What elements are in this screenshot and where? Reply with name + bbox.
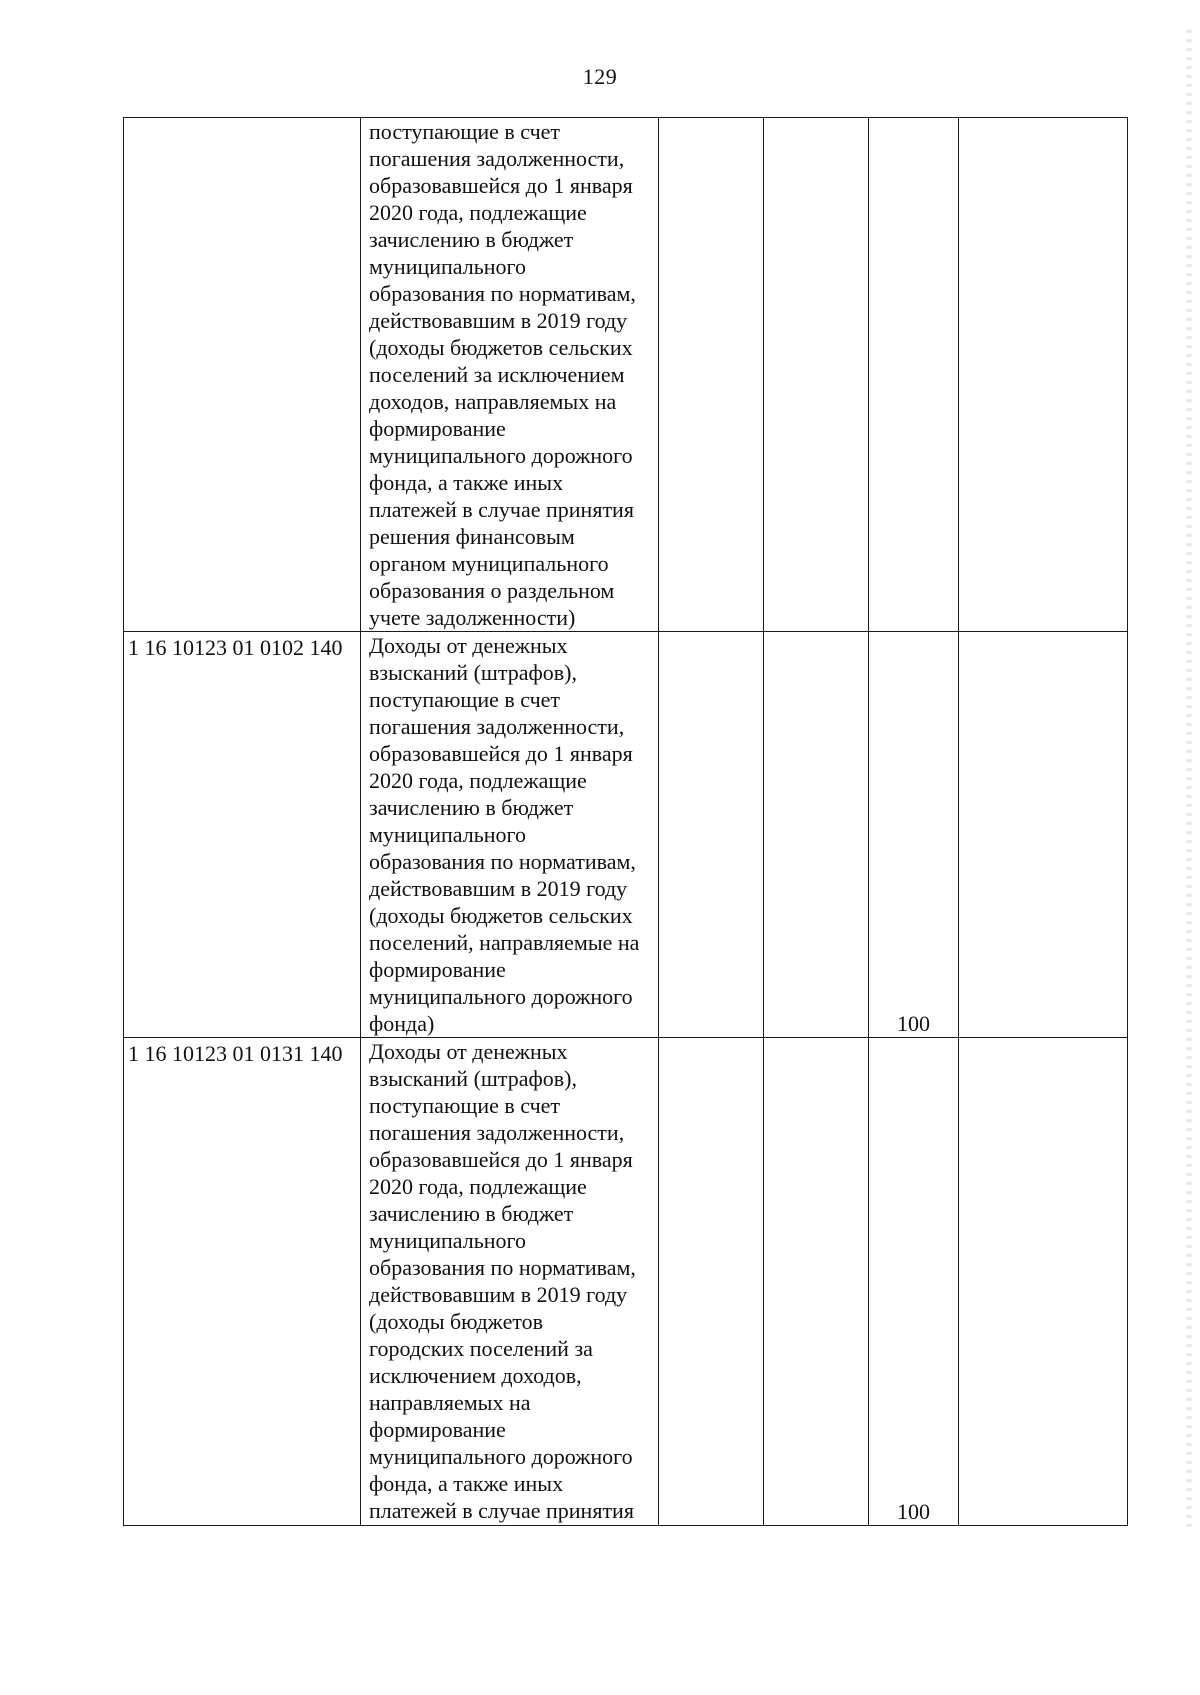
description-line: образовавшейся до 1 января	[369, 1147, 633, 1172]
description-line: решения финансовым	[369, 524, 575, 549]
description-line: 2020 года, подлежащие	[369, 1174, 587, 1199]
description-line: муниципального	[369, 1228, 527, 1253]
value-cell-4	[959, 1038, 1128, 1526]
description-line: поселений за исключением	[369, 362, 625, 387]
description-line: погашения задолженности,	[369, 714, 625, 739]
description-line: образования по нормативам,	[369, 281, 636, 306]
description-line: фонда, а также иных	[369, 1471, 564, 1496]
value-cell-3: 100	[869, 1038, 959, 1526]
description-line: (доходы бюджетов сельских	[369, 903, 633, 928]
description-line: действовавшим в 2019 году	[369, 1282, 628, 1307]
table-row	[124, 1038, 1128, 1526]
description-line: образовавшейся до 1 января	[369, 173, 633, 198]
description-line: формирование	[369, 416, 506, 441]
description-line: зачислению в бюджет	[369, 1201, 574, 1226]
description-line: Доходы от денежных	[369, 633, 568, 658]
description-line: взысканий (штрафов),	[369, 660, 577, 685]
description-line: муниципального дорожного	[369, 1444, 633, 1469]
description-line: действовавшим в 2019 году	[369, 308, 628, 333]
code-cell: 1 16 10123 01 0131 140	[124, 1038, 361, 1526]
description-line: взысканий (штрафов),	[369, 1066, 577, 1091]
description-line: 2020 года, подлежащие	[369, 200, 587, 225]
description-line: учете задолженности)	[369, 605, 576, 630]
table-row	[124, 118, 1128, 632]
description-cell	[361, 1038, 659, 1526]
value-cell-3	[869, 118, 959, 632]
description-line: зачислению в бюджет	[369, 795, 574, 820]
value-cell-3: 100	[869, 632, 959, 1038]
description-line: образовавшейся до 1 января	[369, 741, 633, 766]
description-cell	[361, 632, 659, 1038]
description-line: муниципального дорожного	[369, 984, 633, 1009]
code-cell: 1 16 10123 01 0102 140	[124, 632, 361, 1038]
value-cell-2	[764, 1038, 869, 1526]
description-line: формирование	[369, 1417, 506, 1442]
description-cell	[361, 118, 659, 632]
description-line: поступающие в счет	[369, 687, 561, 712]
table-body	[124, 118, 1128, 1526]
description-line: образования о раздельном	[369, 578, 615, 603]
table-row	[124, 632, 1128, 1038]
description-line: формирование	[369, 957, 506, 982]
value-cell-1	[659, 118, 764, 632]
description-line: поселений, направляемые на	[369, 930, 640, 955]
description-line: платежей в случае принятия	[369, 1498, 634, 1523]
description-line: образования по нормативам,	[369, 849, 636, 874]
description-line: 2020 года, подлежащие	[369, 768, 587, 793]
description-line: направляемых на	[369, 1390, 531, 1415]
description-line: (доходы бюджетов сельских	[369, 335, 633, 360]
value-cell-4	[959, 118, 1128, 632]
description-line: поступающие в счет	[369, 1093, 561, 1118]
value-cell-2	[764, 118, 869, 632]
page-number: 129	[582, 64, 618, 89]
description-line: платежей в случае принятия	[369, 497, 634, 522]
value-cell-2	[764, 632, 869, 1038]
scan-edge-artifact	[1186, 30, 1192, 1530]
description-line: поступающие в счет	[369, 119, 561, 144]
description-line: погашения задолженности,	[369, 146, 625, 171]
description-line: муниципального	[369, 822, 527, 847]
description-line: фонда, а также иных	[369, 470, 564, 495]
description-line: муниципального дорожного	[369, 443, 633, 468]
description-line: погашения задолженности,	[369, 1120, 625, 1145]
description-line: фонда)	[369, 1011, 435, 1036]
description-line: муниципального	[369, 254, 527, 279]
description-line: зачислению в бюджет	[369, 227, 574, 252]
description-line: доходов, направляемых на	[369, 389, 617, 414]
description-line: Доходы от денежных	[369, 1039, 568, 1064]
description-line: действовавшим в 2019 году	[369, 876, 628, 901]
description-line: исключением доходов,	[369, 1363, 582, 1388]
code-cell	[124, 118, 361, 632]
value-cell-4	[959, 632, 1128, 1038]
revenue-codes-table	[123, 117, 1128, 1526]
description-line: образования по нормативам,	[369, 1255, 636, 1280]
description-line: городских поселений за	[369, 1336, 593, 1361]
description-line: органом муниципального	[369, 551, 609, 576]
description-line: (доходы бюджетов	[369, 1309, 544, 1334]
value-cell-1	[659, 632, 764, 1038]
value-cell-1	[659, 1038, 764, 1526]
